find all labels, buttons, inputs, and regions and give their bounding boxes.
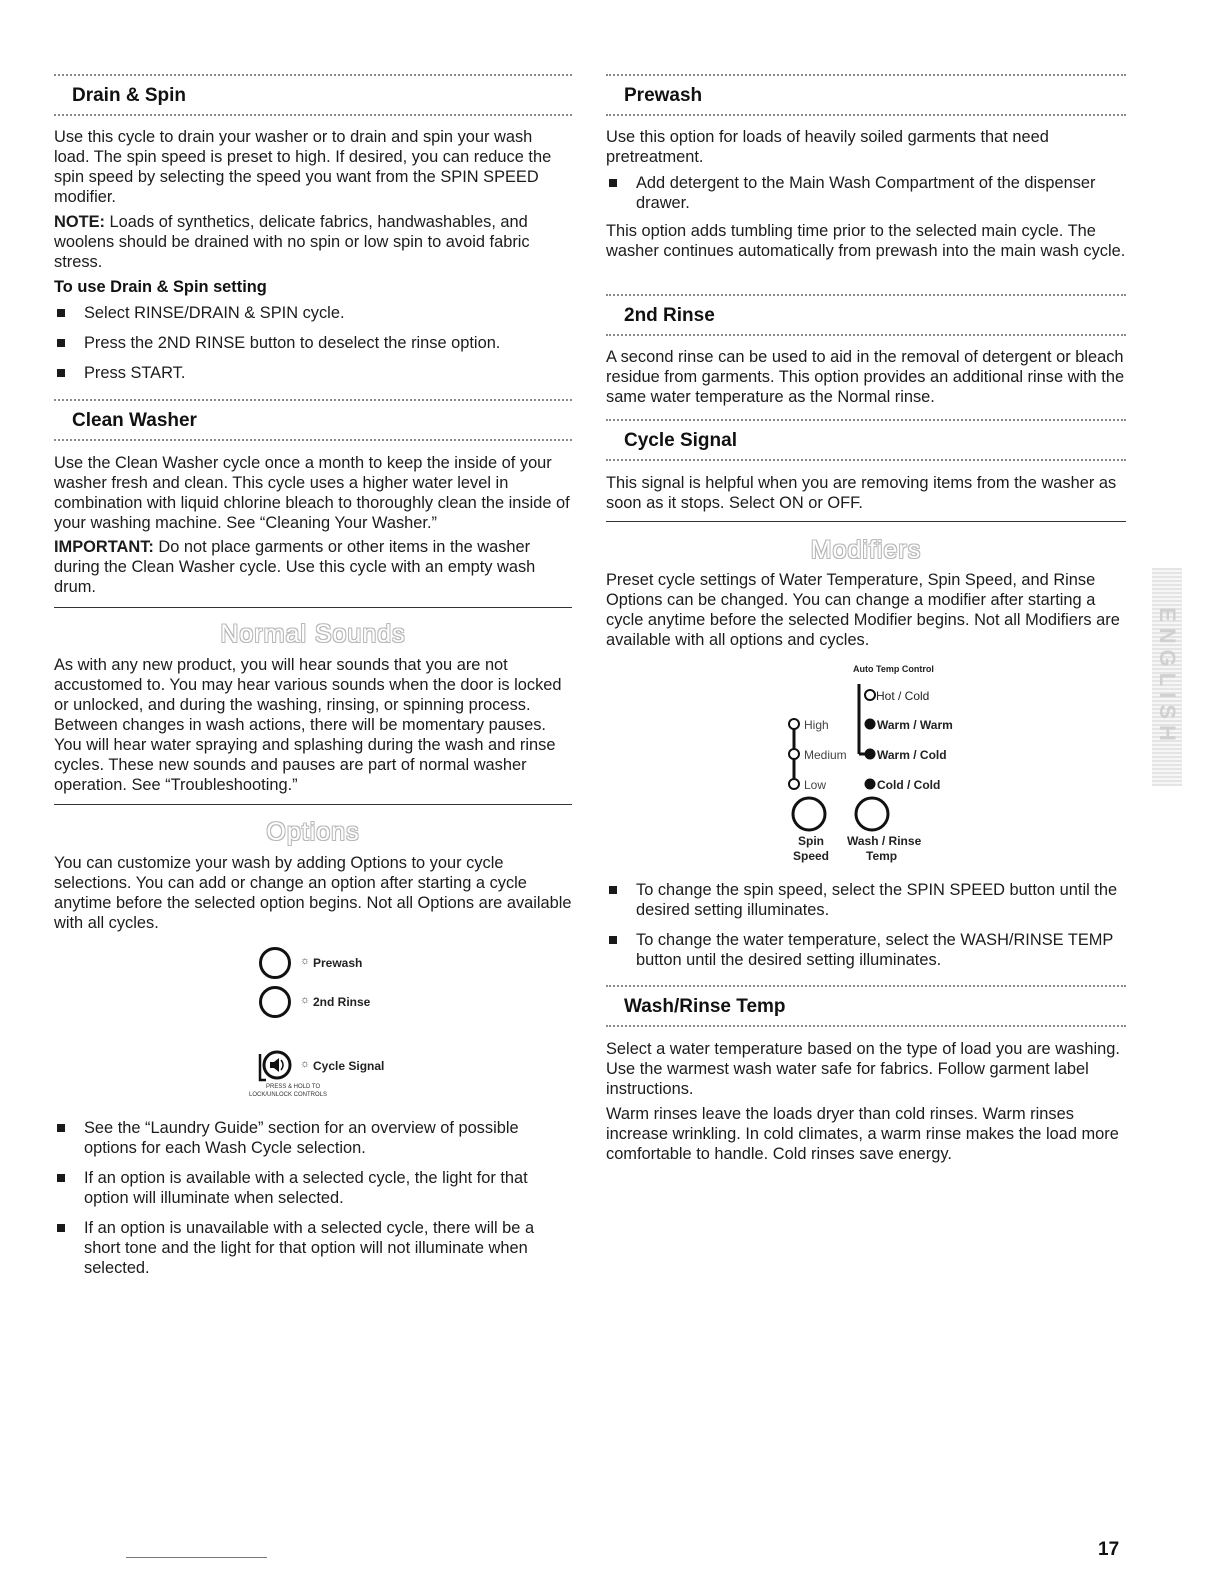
bullet-item: To change the water temperature, select the WASH/RINSE TEMP button until the desired setting illuminates.	[606, 930, 1126, 970]
diagram-second-rinse-label: 2nd Rinse	[313, 995, 371, 1009]
cycle-signal-heading	[606, 430, 1126, 452]
diagram-cold-cold-label: Cold / Cold	[877, 778, 941, 792]
second-rinse-title: 2nd Rinse	[624, 305, 715, 326]
bullet-item: See the “Laundry Guide” section for an overview of possible options for each Wash Cycle selection.	[54, 1118, 572, 1158]
important-text: Do not place garments or other items in the washer during the Clean Washer cycle. Use this cycle with an empty wash drum.	[54, 538, 536, 596]
diagram-temp-label: Temp	[866, 849, 898, 863]
drain-spin-heading	[54, 85, 572, 107]
cycle-signal-paragraph: This signal is helpful when you are removing items from the washer as soon as it stops. Select ON or OFF.	[606, 474, 1117, 512]
options-title: Options	[266, 818, 360, 846]
drain-spin-note	[54, 212, 572, 272]
diagram-low-label: Low	[804, 778, 827, 792]
prewash-heading	[606, 85, 1126, 107]
clean-washer-divider	[54, 439, 572, 441]
clean-washer-paragraph: Use the Clean Washer cycle once a month to keep the inside of your washer fresh and clean. This cycle uses a higher water level in combination with liquid chlorine bleach to thoroughly clean the inside of your washing machine. See “Cleaning Your Washer.”	[54, 454, 570, 532]
prewash-title: Prewash	[624, 85, 703, 106]
diagram-wash-rinse-label: Wash / Rinse	[847, 834, 922, 848]
clean-washer-title: Clean Washer	[72, 410, 197, 431]
bullet-item: If an option is available with a selected cycle, the light for that option will illuminate when selected.	[54, 1168, 572, 1208]
clean-washer-heading	[54, 410, 572, 432]
options-rule	[54, 804, 572, 805]
note-label: NOTE:	[54, 213, 105, 231]
options-diagram	[240, 940, 440, 1110]
modifiers-title: Modifiers	[810, 536, 922, 564]
modifiers-diagram	[780, 660, 980, 870]
second-rinse-button-icon	[258, 985, 292, 1019]
second-rinse-paragraph: A second rinse can be used to aid in the removal of detergent or bleach residue from garments. This option provides an additional rinse with the same water temperature as the Normal rinse.	[606, 348, 1125, 406]
options-paragraph: You can customize your wash by adding Options to your cycle selections. You can add or change an option after starting a cycle anytime before the selected option begins. Not all Options are available with all cycles.	[54, 854, 572, 932]
drain-spin-subhead: To use Drain & Spin setting	[54, 278, 267, 296]
second-rinse-led-icon: ☼	[300, 994, 311, 1006]
language-side-tab	[1152, 568, 1182, 786]
footer-line	[126, 1557, 267, 1558]
cycle-signal-section	[606, 473, 1126, 513]
bullet-item: Add detergent to the Main Wash Compartment of the dispenser drawer.	[606, 173, 1126, 213]
diagram-medium-label: Medium	[804, 748, 847, 762]
clean-washer-section	[54, 453, 572, 597]
wash-rinse-temp-section	[606, 1039, 1126, 1164]
diagram-warm-cold-label: Warm / Cold	[877, 748, 947, 762]
bullet-item: Press the 2ND RINSE button to deselect the rinse option.	[54, 333, 572, 353]
modifiers-section	[606, 570, 1126, 650]
prewash-paragraph-2: This option adds tumbling time prior to the selected main cycle. The washer continues automatically from prewash into the main wash cycle.	[606, 222, 1126, 260]
bullet-item: To change the spin speed, select the SPIN SPEED button until the desired setting illuminates.	[606, 880, 1126, 920]
left-divider-top	[54, 74, 572, 76]
diagram-press-hold-label: PRESS & HOLD TO	[266, 1084, 321, 1090]
prewash-button-icon	[258, 946, 292, 980]
right-divider-top	[606, 74, 1126, 76]
diagram-prewash-label: Prewash	[313, 956, 363, 970]
diagram-spin-label: Spin	[798, 834, 824, 848]
wash-rinse-temp-title: Wash/Rinse Temp	[624, 996, 786, 1017]
modifiers-bullets	[606, 880, 1126, 970]
prewash-led-icon: ☼	[300, 955, 311, 967]
bullet-item: Select RINSE/DRAIN & SPIN cycle.	[54, 303, 572, 323]
options-bullets	[54, 1118, 572, 1278]
cycle-signal-led-icon: ☼	[300, 1058, 311, 1070]
page-number: 17	[1098, 1539, 1120, 1560]
options-heading	[54, 818, 572, 847]
diagram-warm-warm-label: Warm / Warm	[877, 718, 953, 732]
normal-sounds-heading	[54, 620, 572, 649]
wash-rinse-temp-paragraph-2: Warm rinses leave the loads dryer than cold rinses. Warm rinses increase wrinkling. In cold climates, a warm rinse makes the load more comfortable to handle. Cold rinses save energy.	[606, 1105, 1119, 1163]
wash-rinse-temp-divider	[606, 1025, 1126, 1027]
bullet-item: If an option is unavailable with a selected cycle, there will be a short tone and the light for that option will not illuminate when selected.	[54, 1218, 572, 1278]
cycle-signal-divider	[606, 459, 1126, 461]
drain-spin-paragraph: Use this cycle to drain your washer or to drain and spin your wash load. The spin speed is preset to high. If desired, you can reduce the spin speed by selecting the speed you want from the SPIN SPEED modifier.	[54, 128, 552, 206]
side-tab-label: ENGLISH	[1155, 607, 1180, 747]
normal-sounds-title: Normal Sounds	[220, 620, 406, 648]
wash-rinse-temp-paragraph: Select a water temperature based on the type of load you are washing. Use the warmest wash water safe for fabrics. Follow garment label instructions.	[606, 1040, 1120, 1098]
note-text: Loads of synthetics, delicate fabrics, handwashables, and woolens should be drained with no spin or low spin to avoid fabric stress.	[54, 213, 530, 271]
diagram-auto-temp-label: Auto Temp Control	[853, 664, 934, 674]
diagram-lock-unlock-label: LOCK/UNLOCK CONTROLS	[249, 1092, 328, 1098]
normal-sounds-rule	[54, 607, 572, 608]
wash-rinse-temp-divider-top	[606, 985, 1126, 987]
clean-washer-important	[54, 537, 572, 597]
modifiers-paragraph: Preset cycle settings of Water Temperature, Spin Speed, and Rinse Options can be changed. You can change a modifier after starting a cycle anytime before the selected Modifier begins. Not all Modifiers are available with all options and cycles.	[606, 571, 1120, 649]
clean-washer-divider-top	[54, 399, 572, 401]
cycle-signal-button-icon	[256, 1048, 296, 1088]
diagram-hot-cold-label: Hot / Cold	[876, 689, 930, 703]
drain-spin-title: Drain & Spin	[72, 85, 187, 106]
prewash-divider	[606, 114, 1126, 116]
bullet-item: Press START.	[54, 363, 572, 383]
diagram-cycle-signal-label: Cycle Signal	[313, 1059, 385, 1073]
second-rinse-heading	[606, 305, 1126, 327]
options-section	[54, 853, 572, 933]
diagram-high-label: High	[804, 718, 829, 732]
diagram-speed-label: Speed	[793, 849, 830, 863]
normal-sounds-paragraph: As with any new product, you will hear sounds that you are not accustomed to. You may hear various sounds when the door is locked or unlocked, and during the washing, rinsing, or spinning process. Between changes in wash actions, there will be momentary pauses. You will hear water spraying and splashing during the wash and rinse cycles. These new sounds and pauses are part of normal washer operation. See “Troubleshooting.”	[54, 656, 562, 794]
cycle-signal-divider-top	[606, 419, 1126, 421]
drain-spin-section	[54, 127, 572, 383]
second-rinse-section	[606, 347, 1126, 407]
second-rinse-divider	[606, 334, 1126, 336]
important-label: IMPORTANT:	[54, 538, 154, 556]
drain-spin-divider	[54, 114, 572, 116]
cycle-signal-title: Cycle Signal	[624, 430, 737, 451]
second-rinse-divider-top	[606, 294, 1126, 296]
normal-sounds-section	[54, 655, 572, 795]
prewash-paragraph: Use this option for loads of heavily soiled garments that need pretreatment.	[606, 128, 1049, 166]
prewash-section	[606, 127, 1126, 261]
modifiers-heading	[606, 536, 1126, 565]
wash-rinse-temp-heading	[606, 996, 1126, 1018]
modifiers-rule	[606, 521, 1126, 522]
